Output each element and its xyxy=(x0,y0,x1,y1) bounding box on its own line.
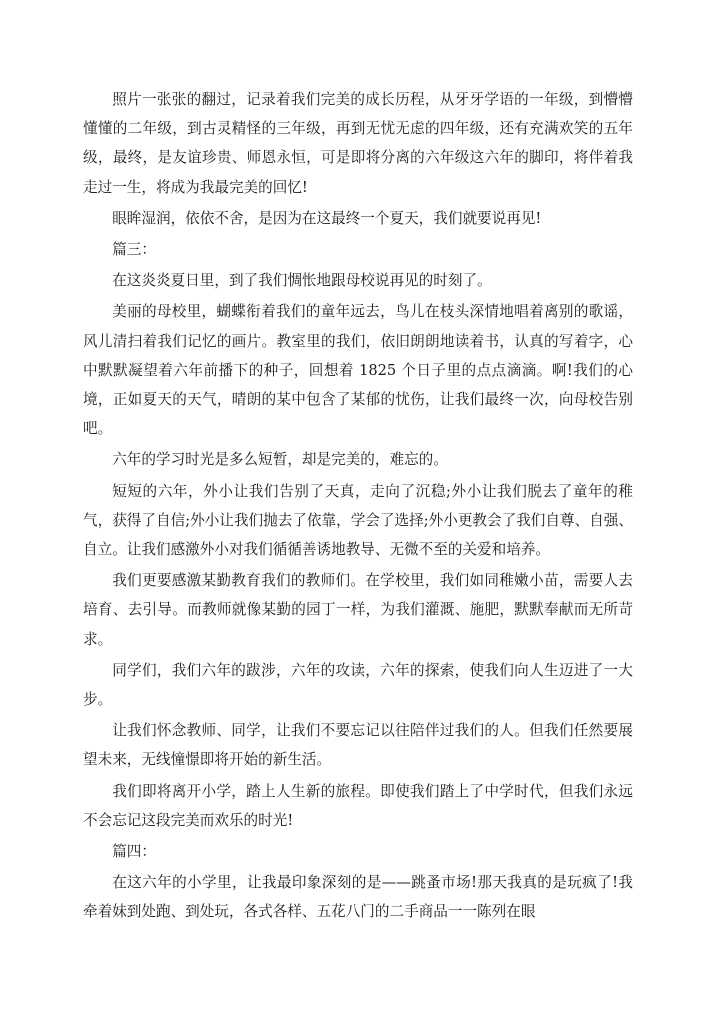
document-body xyxy=(83,85,633,927)
paragraph-flea-market: 在这六年的小学里，让我最印象深刻的是——跳蚤市场!那天我真的是玩疯了!我牵着妹到处跑、到处玩，各式各样、五花八门的二手商品一一陈列在眼 xyxy=(83,874,633,921)
paragraph-school: 美丽的母校里，蝴蝶衔着我们的童年远去，鸟儿在枝头深情地唱着离别的歌谣，风儿清扫着我们记忆的画片。教室里的我们，依旧朗朗地读着书，认真的写着字，心中默默凝望着六年前播下的种子，回想着 1825 个日子里的点点滴滴。啊!我们的心境，正如夏天的天气，晴朗的某中包含了某郁的忧伤，让我们最终一次，向母校告别吧。 xyxy=(83,303,633,438)
paragraph-six-years: 六年的学习时光是多么短暂，却是完美的，难忘的。 xyxy=(112,451,448,469)
paragraph-remember: 让我们怀念教师、同学，让我们不要忘记以往陪伴过我们的人。但我们任然要展望未来，无线憧憬即将开始的新生活。 xyxy=(83,722,633,769)
section-heading-4: 篇四： xyxy=(112,843,156,861)
paragraph-summer: 在这炎炎夏日里，到了我们惆怅地跟母校说再见的时刻了。 xyxy=(112,272,492,290)
paragraph-photos: 照片一张张的翻过，记录着我们完美的成长历程，从牙牙学语的一年级，到懵懵懂懂的二年级，到古灵精怪的三年级，再到无忧无虑的四年级，还有充满欢笑的五年级，最终，是友谊珍贵、师恩永恒，可是即将分离的六年级这六年的脚印，将伴着我走过一生，将成为我最完美的回忆! xyxy=(83,91,633,196)
paragraph-leaving: 我们即将离开小学，踏上人生新的旅程。即使我们踏上了中学时代，但我们永远不会忘记这段完美而欢乐的时光! xyxy=(83,782,633,829)
paragraph-teachers: 我们更要感激某勤教育我们的教师们。在学校里，我们如同稚嫩小苗，需要人去培育、去引导。而教师就像某勤的园丁一样，为我们灌溉、施肥，默默奉献而无所苛求。 xyxy=(83,572,633,648)
paragraph-short-years: 短短的六年，外小让我们告别了天真，走向了沉稳;外小让我们脱去了童年的稚气，获得了自信;外小让我们抛去了依靠，学会了选择;外小更教会了我们自尊、自强、自立。让我们感激外小对我们循循善诱地教导、无微不至的关爱和培养。 xyxy=(83,482,633,559)
paragraph-classmates: 同学们，我们六年的跋涉，六年的攻读，六年的探索，使我们向人生迈进了一大步。 xyxy=(83,661,633,709)
paragraph-farewell: 眼眸湿润，依依不舍，是因为在这最终一个夏天，我们就要说再见! xyxy=(112,209,542,227)
section-heading-3: 篇三： xyxy=(112,241,156,259)
